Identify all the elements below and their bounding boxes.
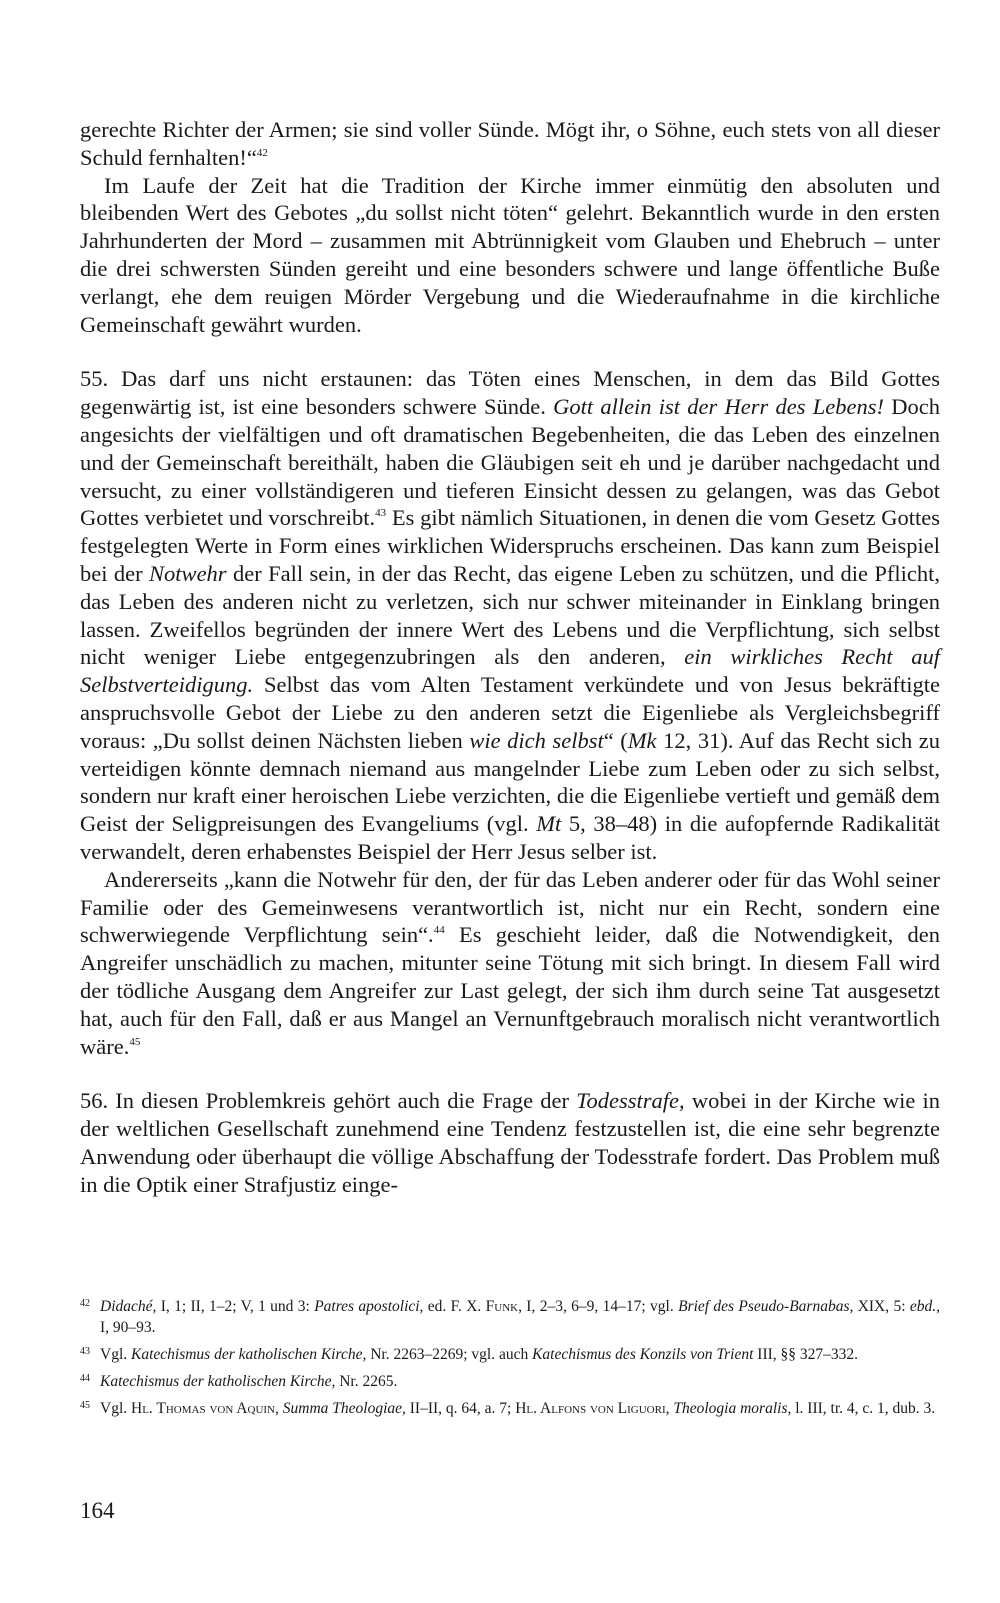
s56-text-a: 56. In diesen Problemkreis gehört auch die Frage der <box>80 1088 577 1114</box>
footnote-42 <box>80 1296 940 1338</box>
continuation-text: gerechte Richter der Armen; sie sind voller Sünde. Mögt ihr, o Söhne, euch stets von all dieser Schuld fernhalten!“ <box>80 117 940 170</box>
s55-italic-f: Mk <box>627 727 657 753</box>
s55-italic-g: Mt <box>536 811 562 837</box>
fn44-text-1: Nr. 2265. <box>335 1373 398 1390</box>
footnote-mark: 43 <box>80 1346 90 1357</box>
fn45-text-4: , <box>665 1400 674 1417</box>
tradition-text: Im Laufe der Zeit hat die Tradition der Kirche immer einmütig den absoluten und bleibenden Wert des Gebotes „du sollst nicht töten“ gelehrt. Bekanntlich wurde in den ersten Jahrhunderten der Mord – zusammen mit Abtrünnigkeit vom Glauben und Ehebruch – unter die drei schwersten Sünden gereiht und eine besonders schwere und lange öffentliche Buße verlangt, ehe dem reuigen Mörder Vergebung und die Wiederaufnahme in die kirchliche Gemeinschaft gewährt wurden. <box>80 172 940 337</box>
s55-text-f: “ ( <box>603 727 628 753</box>
fn43-italic-1: Katechismus der katholischen Kirche, <box>131 1346 367 1363</box>
s55-text-d: der Fall sein, in der das Recht, das eigene Leben zu schützen, und die Pflicht, das Leben des anderen nicht zu verletzen, sich nur schwer miteinander in Einklang bringen lassen. Zweifellos begründen der innere Wert des Lebens und die Verpflichtung, sich selbst nicht weniger Liebe entgegenzubringen als den anderen, <box>80 560 941 670</box>
page-number: 164 <box>80 1498 115 1523</box>
s55-text-e: Selbst das vom Alten Testament verkündete und von Jesus bekräftigte anspruchsvolle Gebot der Liebe zu den anderen setzt die Eigenliebe als Vergleichsbegriff voraus: „Du sollst deinen Nächsten lieben <box>80 672 940 753</box>
andererseits-text-b: Es geschieht leider, daß die Notwendigkeit, den Angreifer unschädlich zu machen, mitunter seine Tötung mit sich bringt. In diesem Fall wird der tödliche Ausgang dem Angreifer zur Last gelegt, der sich ihm durch seine Tat ausgesetzt hat, auch für den Fall, daß er aus Mangel an Vernunftgebrauch moralisch nicht verantwortlich wäre. <box>80 922 940 1059</box>
section-gap <box>80 338 940 365</box>
s55-text-b: Doch angesichts der vielfältigen und oft dramatischen Begebenheiten, die das Leben des einzelnen und der Gemeinschaft bereithält, haben die Gläubigen seit eh und je darüber nachgedacht und versucht, zu einer vollständigeren und tieferen Einsicht dessen zu gelangen, was das Gebot Gottes verbietet und vorschreibt. <box>80 394 940 531</box>
fn45-smallcaps-1: Hl. Thomas von Aquin <box>131 1400 275 1417</box>
andererseits-paragraph <box>80 866 940 1061</box>
s55-text-h: 5, 38–48) in die aufopfernde Radikalität verwandelt, deren erhabenstes Beispiel der Herr Jesus selber ist. <box>80 811 940 864</box>
fn42-text-2: ed. F. X. <box>423 1298 486 1315</box>
footnote-mark: 44 <box>80 1373 90 1384</box>
s55-italic-d: ein wirkliches Recht auf Selbstverteidigung. <box>80 644 940 698</box>
footnote-mark: 45 <box>80 1400 90 1411</box>
tradition-paragraph <box>80 172 940 339</box>
fn42-italic-2: Patres apostolici, <box>314 1298 424 1315</box>
section-56-paragraph <box>80 1087 940 1198</box>
s55-text-g: 12, 31). Auf das Recht sich zu verteidigen könnte demnach niemand aus mangelnder Liebe zum Leben oder zu sich selbst, sondern nur kraft einer heroischen Liebe verzichten, die die Eigenliebe vertieft und gemäß dem Geist der Seligpreisungen des Evangeliums (vgl. <box>80 727 941 837</box>
fn43-text-2: Nr. 2263–2269; vgl. auch <box>366 1346 533 1363</box>
section-55-paragraph <box>80 365 940 865</box>
footnote-ref-43: 43 <box>375 507 387 520</box>
fn44-italic-1: Katechismus der katholischen Kirche, <box>100 1373 336 1390</box>
fn45-text-1: Vgl. <box>100 1400 131 1417</box>
fn42-text-5: I, 90–93. <box>100 1319 156 1336</box>
fn42-italic-4: ebd., <box>909 1298 941 1315</box>
fn45-text-2: , <box>275 1400 283 1417</box>
s55-italic-e: wie dich selbst <box>469 727 604 753</box>
fn43-text-1: Vgl. <box>100 1346 131 1363</box>
fn45-text-3: II–II, q. 64, a. 7; <box>405 1400 516 1417</box>
footnote-44 <box>80 1371 940 1392</box>
fn42-smallcaps-1: Funk <box>485 1298 519 1315</box>
footnote-45 <box>80 1398 940 1419</box>
fn45-smallcaps-2: Hl. Alfons von Liguori <box>515 1400 666 1417</box>
fn42-text-3: , I, 2–3, 6–9, 14–17; vgl. <box>518 1298 679 1315</box>
footnote-mark: 42 <box>80 1298 90 1309</box>
main-text <box>80 116 940 1198</box>
footnote-ref-42: 42 <box>256 146 268 159</box>
footnote-43 <box>80 1344 940 1365</box>
fn45-italic-1: Summa Theologiae, <box>282 1400 406 1417</box>
andererseits-text-a: Andererseits „kann die Notwehr für den, der für das Leben anderer oder für das Wohl seiner Familie oder des Gemeinwesens verantwortlich ist, nicht nur ein Recht, sondern eine schwerwiegende Verpflichtung sein“. <box>80 866 940 948</box>
fn42-text-1: I, 1; II, 1–2; V, 1 und 3: <box>156 1298 315 1315</box>
fn42-text-4: XIX, 5: <box>853 1298 910 1315</box>
fn42-italic-3: Brief des Pseudo-Barnabas, <box>678 1298 854 1315</box>
fn43-italic-2: Katechismus des Konzils von Trient <box>532 1346 754 1363</box>
continuation-paragraph <box>80 116 940 172</box>
footnote-ref-44: 44 <box>433 924 445 937</box>
s55-italic-c: Notwehr <box>149 560 227 586</box>
s56-text-b: wobei in der Kirche wie in der weltlichen Gesellschaft zunehmend eine Tendenz festzustellen ist, die eine sehr begrenzte Anwendung oder überhaupt die völlige Abschaffung der Todesstrafe fordert. Das Problem muß in die Optik einer Strafjustiz einge- <box>80 1088 940 1197</box>
s55-text-c: Es gibt nämlich Situationen, in denen die vom Gesetz Gottes festgelegten Werte in Form eines wirklichen Widerspruchs erscheinen. Das kann zum Beispiel bei der <box>80 505 940 586</box>
section-gap <box>80 1060 940 1087</box>
s55-text-a: 55. Das darf uns nicht erstaunen: das Töten eines Menschen, in dem das Bild Gottes gegenwärtig ist, ist eine besonders schwere Sünde. <box>80 366 940 420</box>
fn45-italic-2: Theologia moralis, <box>673 1400 792 1417</box>
footnote-ref-45: 45 <box>129 1035 141 1048</box>
s55-italic-a: Gott allein ist der Herr des Lebens! <box>553 394 884 420</box>
fn45-text-5: l. III, tr. 4, c. 1, dub. 3. <box>791 1400 936 1417</box>
footnotes <box>80 1296 940 1425</box>
s56-italic-a: Todesstrafe, <box>576 1088 685 1114</box>
fn42-italic-1: Didaché, <box>100 1298 157 1315</box>
fn43-text-3: III, §§ 327–332. <box>753 1346 859 1363</box>
